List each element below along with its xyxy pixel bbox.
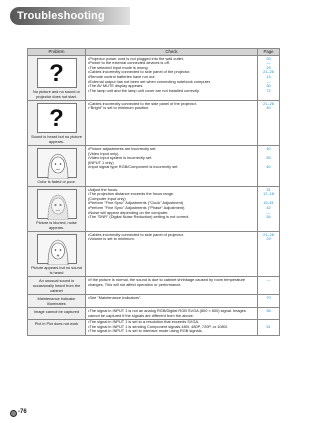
page-ref[interactable]: 72 xyxy=(266,87,271,93)
page-ref: — xyxy=(266,276,271,282)
question-mark-icon: ? xyxy=(37,58,77,88)
problem-cell xyxy=(28,56,86,101)
page-ref: — xyxy=(266,60,271,66)
table-row xyxy=(28,277,280,295)
page-cell xyxy=(258,319,280,335)
check-item-note: (Video Input only) xyxy=(88,150,119,156)
check-cell xyxy=(86,319,258,335)
check-item: • The selected input mode is wrong. xyxy=(88,66,255,71)
page-ref[interactable]: 40 xyxy=(266,164,271,170)
page-ref: — xyxy=(266,209,271,215)
check-item: • Cables incorrectly connected to the side panel of the projector. xyxy=(88,102,255,107)
problem-text: An unusual sound is occasionally heard from the cabinet xyxy=(32,278,81,293)
check-item: • Video input system is incorrectly set. xyxy=(88,156,255,161)
check-cell xyxy=(86,277,258,295)
check-item: • Perform "Fine Sync" Adjustments ("Phase" Adjustment) xyxy=(88,206,255,211)
check-item-note: (INPUT 1 only) xyxy=(88,159,114,165)
table-row xyxy=(28,232,280,277)
check-item: • Input signal type RGB/Component is incorrectly set. xyxy=(88,165,255,170)
check-item: • The projection distance exceeds the focus range. xyxy=(88,192,255,197)
page-ref[interactable]: 54 xyxy=(266,214,271,220)
check-item: • Noise will appear depending on the computer. xyxy=(88,211,255,216)
woman-face-icon xyxy=(37,148,77,178)
page-ref[interactable]: 17–18 xyxy=(263,191,274,197)
table-row xyxy=(28,146,280,187)
page-ref[interactable]: 51 xyxy=(266,323,271,329)
page-ref[interactable]: 13 xyxy=(266,73,271,79)
table-row xyxy=(28,319,280,335)
check-item: • The signal in INPUT 1 is set to a resolution that exceeds SXGA. xyxy=(88,320,255,325)
problem-text: Image cannot be captured xyxy=(33,309,80,315)
check-cell xyxy=(86,308,258,319)
check-item: • The "DNR" (Digital Noise Reduction) setting is not correct. xyxy=(88,215,255,220)
problem-cell xyxy=(28,186,86,231)
page-cell xyxy=(258,101,280,146)
problem-cell xyxy=(28,308,86,319)
page-ref[interactable]: 29 xyxy=(266,64,271,70)
check-item: • Cables incorrectly connected to side panel of projector. xyxy=(88,233,255,238)
table-row xyxy=(28,186,280,231)
problem-cell xyxy=(28,319,86,335)
problem-text: Sound is heard but no picture appears. xyxy=(31,134,82,144)
check-item-note: (Computer Input only) xyxy=(88,195,126,201)
check-item: • Adjust the focus. xyxy=(88,188,255,193)
page-marker-icon xyxy=(10,410,17,417)
check-item: • Volume is set to minimum. xyxy=(88,237,255,242)
page-ref[interactable]: 21–26 xyxy=(263,231,274,237)
table-row xyxy=(28,56,280,101)
table-row xyxy=(28,101,280,146)
check-cell xyxy=(86,232,258,277)
check-item: • The signal in INPUT 1 is set to interlace mode using RGB signals. xyxy=(88,329,255,334)
problem-cell xyxy=(28,146,86,187)
check-item: • The signal in INPUT 1 is not an analog RGB/Digital RGB SVGA (800 × 600) signal. Images cannot be captured if the signals are different from the above. xyxy=(88,309,255,318)
page-ref[interactable]: 21–26 xyxy=(263,69,274,75)
problem-text: No picture and no sound or projector does not start. xyxy=(33,89,80,99)
page-ref: — xyxy=(266,78,271,84)
page-cell xyxy=(258,295,280,308)
page-cell xyxy=(258,56,280,101)
column-header-check: Check xyxy=(86,49,258,56)
troubleshooting-table xyxy=(27,48,280,336)
check-item: • Projector power cord is not plugged into the wall outlet. xyxy=(88,57,255,62)
check-cell xyxy=(86,101,258,146)
page-ref[interactable]: 56 xyxy=(266,307,271,313)
check-item: • Remote control batteries have run out. xyxy=(88,75,255,80)
check-item: • If the picture is normal, the sound is due to cabinet shrinkage caused by room temperature changes. This will not affect operation or performance. xyxy=(88,278,255,287)
page-ref[interactable]: 55 xyxy=(266,155,271,161)
check-item: • "Bright" is set to minimum position. xyxy=(88,106,255,111)
check-item: • The lamp unit and the lamp unit cover are not installed correctly. xyxy=(88,89,255,94)
problem-cell xyxy=(28,232,86,277)
table-header-row xyxy=(28,49,280,56)
page-ref[interactable]: 40 xyxy=(266,145,271,151)
page-number: -76 xyxy=(18,409,27,415)
column-header-problem: Problem xyxy=(28,49,86,56)
page-ref[interactable]: 20 xyxy=(266,55,271,61)
table-row xyxy=(28,308,280,319)
problem-text: Picture appears but no sound is heard xyxy=(31,265,82,275)
page-ref[interactable]: 21–26 xyxy=(263,100,274,106)
page-cell xyxy=(258,232,280,277)
page-title: Troubleshooting xyxy=(17,10,105,22)
page-ref[interactable]: 42-44 xyxy=(263,200,274,206)
problem-cell xyxy=(28,277,86,295)
page-cell xyxy=(258,277,280,295)
check-item: • See "Maintenance Indicators". xyxy=(88,296,255,301)
table-row xyxy=(28,295,280,308)
check-item: • Perform "Fine Sync" Adjustments ("Clock" Adjustment) xyxy=(88,201,255,206)
woman-face-blurred-icon xyxy=(37,189,77,219)
problem-cell xyxy=(28,295,86,308)
problem-text: Pict in Pict does not work xyxy=(34,320,79,326)
page-ref[interactable]: 30 xyxy=(266,83,271,89)
check-item: • Cables incorrectly connected to side panel of the projector. xyxy=(88,70,255,75)
woman-face-silent-icon xyxy=(37,234,77,264)
check-cell xyxy=(86,186,258,231)
check-item: • The AV MUTE display appears. xyxy=(88,84,255,89)
page-ref[interactable]: 31 xyxy=(266,186,271,192)
problem-cell xyxy=(28,101,86,146)
page-cell xyxy=(258,308,280,319)
check-cell xyxy=(86,56,258,101)
check-item: • Power to the external connected devices is off. xyxy=(88,61,255,66)
problem-text: Picture is blurred; noise appears. xyxy=(36,219,77,230)
page-ref[interactable]: 42 xyxy=(266,204,271,210)
check-item: • Picture adjustments are incorrectly set. xyxy=(88,147,255,152)
check-cell xyxy=(86,295,258,308)
page-ref[interactable]: 29 xyxy=(266,236,271,242)
column-header-page: Page xyxy=(258,49,280,56)
page-ref[interactable]: 40 xyxy=(266,105,271,111)
question-mark-icon: ? xyxy=(37,103,77,133)
check-item: • External output has not been set when connecting notebook computer. xyxy=(88,80,255,85)
check-cell xyxy=(86,146,258,187)
page-cell xyxy=(258,186,280,231)
check-item: • The signal in INPUT 1 is sending Component signals 480I, 480P, 720P, or 1080I. xyxy=(88,325,255,330)
problem-text: Maintenance indicator illuminates xyxy=(37,296,76,306)
page-cell xyxy=(258,146,280,187)
problem-text: Color is faded or poor. xyxy=(37,179,76,185)
page-ref[interactable]: 70 xyxy=(266,294,271,300)
